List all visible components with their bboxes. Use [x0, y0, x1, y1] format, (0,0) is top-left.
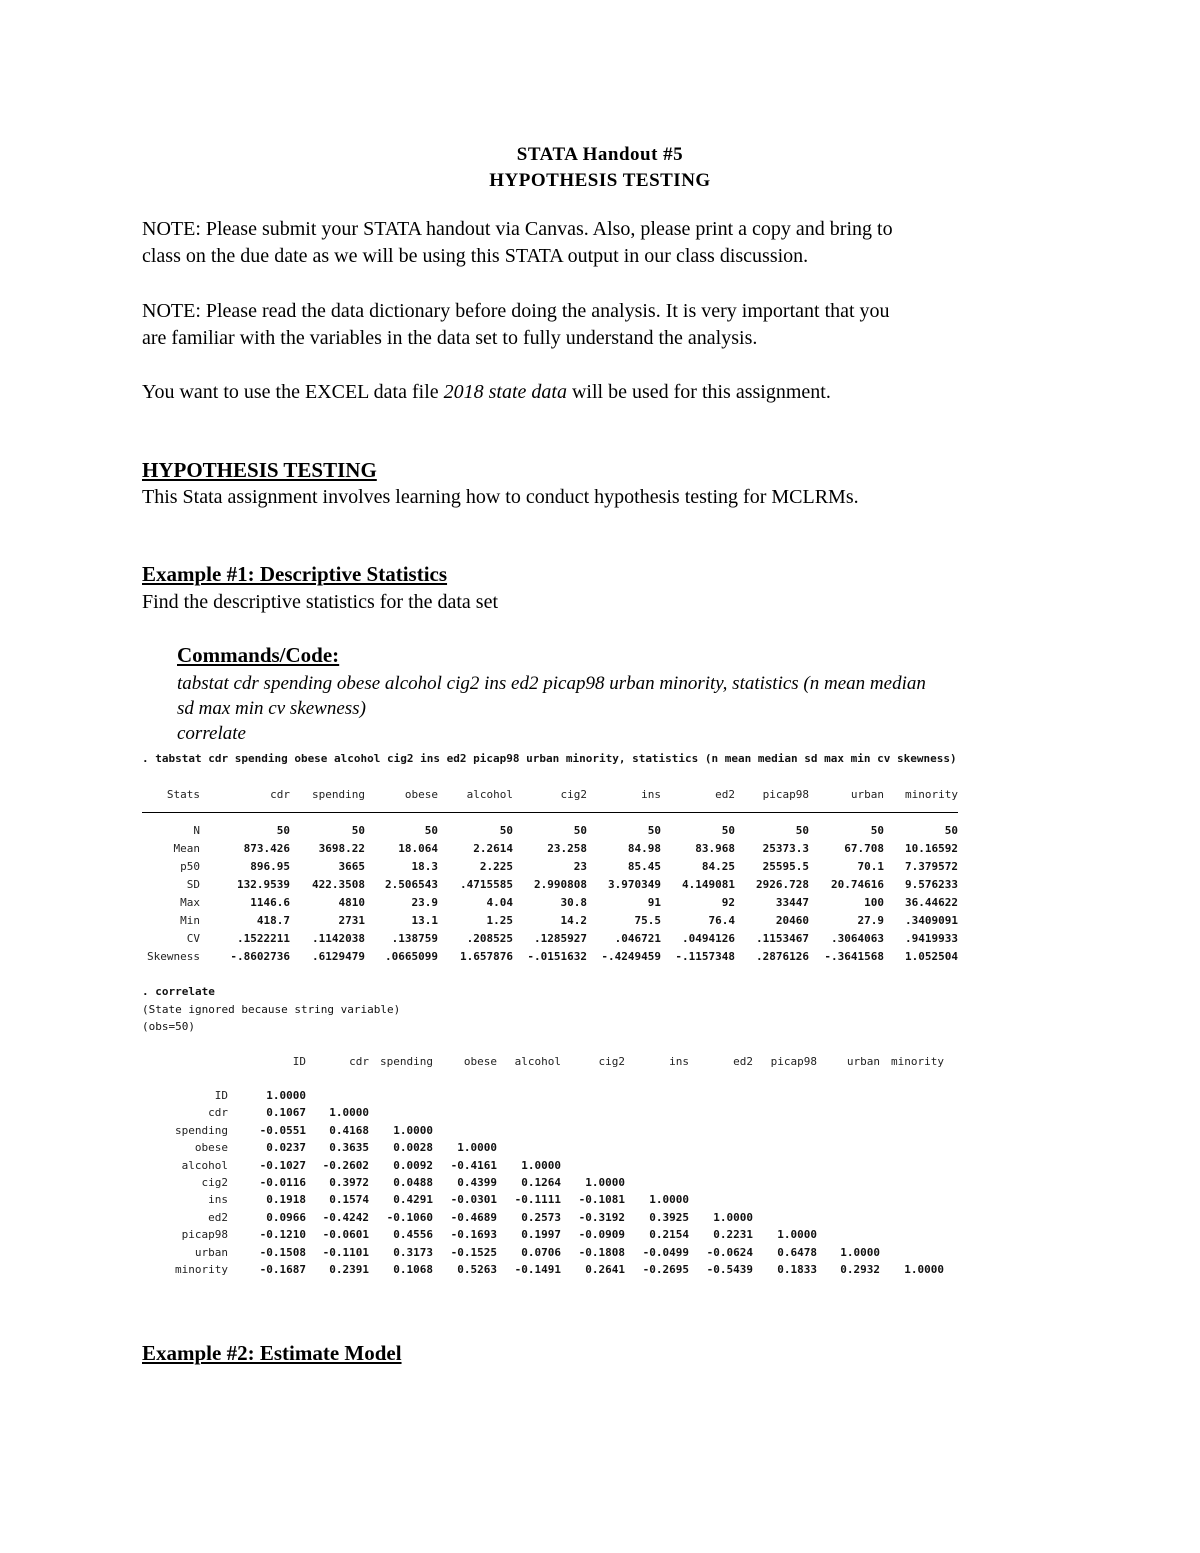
tabstat-cell: 2.506543 [385, 878, 438, 891]
tabstat-cell: 1.657876 [460, 950, 513, 963]
tabstat-row-label: Min [180, 914, 200, 927]
tabstat-cell: 23.9 [411, 896, 438, 909]
correlation-cell: -0.0116 [259, 1176, 306, 1189]
tabstat-cell: 873.426 [243, 842, 290, 855]
tabstat-cell: -.1157348 [675, 950, 735, 963]
tabstat-row-label: Skewness [147, 950, 200, 963]
correlation-cell: 0.1067 [266, 1106, 306, 1119]
correlation-cell: -0.4242 [322, 1211, 369, 1224]
tabstat-cell: 83.968 [695, 842, 735, 855]
data-dictionary-note-line2: are familiar with the variables in the data set to fully understand the analysis. [142, 327, 758, 349]
correlation-cell: -0.0601 [322, 1228, 369, 1241]
tabstat-cell: 2.225 [479, 860, 513, 873]
correlation-cell: 0.3173 [393, 1246, 433, 1259]
correlation-cell: 1.0000 [713, 1211, 753, 1224]
tabstat-cell: .0494126 [682, 932, 735, 945]
correlation-cell: 0.0706 [521, 1246, 561, 1259]
tabstat-column-header: alcohol [466, 788, 513, 801]
correlation-cell: -0.1111 [514, 1193, 561, 1206]
correlation-cell: 1.0000 [904, 1263, 944, 1276]
correlation-cell: -0.4689 [450, 1211, 497, 1224]
correlation-cell: 0.5263 [457, 1263, 497, 1276]
correlation-row-label: cig2 [201, 1176, 228, 1189]
correlation-cell: -0.1525 [450, 1246, 497, 1259]
correlation-column-header: picap98 [770, 1055, 817, 1068]
tabstat-cell: .208525 [466, 932, 513, 945]
tabstat-cell: 1.25 [486, 914, 513, 927]
correlation-cell: -0.1693 [450, 1228, 497, 1241]
tabstat-column-header: cig2 [560, 788, 587, 801]
tabstat-cell: 2.2614 [473, 842, 513, 855]
tabstat-cell: 132.9539 [237, 878, 290, 891]
tabstat-column-header: picap98 [762, 788, 809, 801]
correlation-cell: 1.0000 [585, 1176, 625, 1189]
correlation-cell: -0.0909 [578, 1228, 625, 1241]
tabstat-cell: 14.2 [560, 914, 587, 927]
correlation-row-label: ed2 [208, 1211, 228, 1224]
correlation-cell: -0.4161 [450, 1159, 497, 1172]
correlation-cell: 1.0000 [266, 1089, 306, 1102]
correlation-cell: 1.0000 [329, 1106, 369, 1119]
correlation-column-header: cdr [349, 1055, 369, 1068]
correlation-cell: -0.1687 [259, 1263, 306, 1276]
correlation-cell: 0.2154 [649, 1228, 689, 1241]
code-line-tabstat-cont: sd max min cv skewness) [177, 698, 366, 719]
correlation-column-header: minority [891, 1055, 944, 1068]
correlation-column-header: obese [463, 1055, 497, 1068]
tabstat-row-label: SD [186, 878, 200, 891]
tabstat-column-header: spending [312, 788, 365, 801]
correlation-row-label: alcohol [181, 1159, 228, 1172]
correlation-cell: 0.0488 [393, 1176, 433, 1189]
correlation-cell: -0.1027 [259, 1159, 306, 1172]
commands-heading: Commands/Code: [177, 643, 340, 667]
correlate-command: . correlate [142, 985, 215, 998]
section-heading-hypothesis-testing: HYPOTHESIS TESTING [142, 458, 377, 482]
data-dictionary-note-line1: NOTE: Please read the data dictionary before doing the analysis. It is very important that you [142, 300, 890, 322]
correlation-cell: -0.1060 [386, 1211, 433, 1224]
tabstat-column-header: minority [905, 788, 958, 801]
correlation-cell: 0.4168 [329, 1124, 369, 1137]
correlate-note-string: (State ignored because string variable) [142, 1003, 401, 1016]
tabstat-cell: .3409091 [905, 914, 958, 927]
tabstat-cell: 92 [721, 896, 735, 909]
example2-heading: Example #2: Estimate Model [142, 1341, 402, 1365]
tabstat-cell: 25373.3 [762, 842, 809, 855]
tabstat-command: . tabstat cdr spending obese alcohol cig2 ins ed2 picap98 urban minority, statistics (n mean median sd max min cv skewness) [142, 752, 957, 765]
correlation-cell: 0.1068 [393, 1263, 433, 1276]
correlation-column-header: spending [380, 1055, 433, 1068]
tabstat-column-header: ins [641, 788, 661, 801]
tabstat-cell: 3.970349 [608, 878, 661, 891]
example1-description: Find the descriptive statistics for the data set [142, 591, 499, 613]
document-subtitle: HYPOTHESIS TESTING [489, 170, 711, 191]
tabstat-cell: 418.7 [256, 914, 290, 927]
tabstat-cell: 50 [424, 824, 438, 837]
correlation-cell: 0.4291 [393, 1193, 433, 1206]
correlation-column-header: ins [669, 1055, 689, 1068]
correlation-cell: 0.0092 [393, 1159, 433, 1172]
tabstat-cell: 50 [499, 824, 513, 837]
example1-heading: Example #1: Descriptive Statistics [142, 562, 448, 586]
tabstat-cell: 4810 [338, 896, 365, 909]
correlation-row-label: ID [214, 1089, 228, 1102]
tabstat-cell: 18.3 [411, 860, 438, 873]
tabstat-row-label: p50 [180, 860, 200, 873]
tabstat-cell: 76.4 [708, 914, 735, 927]
code-line-correlate: correlate [177, 723, 246, 744]
tabstat-cell: .2876126 [756, 950, 809, 963]
correlation-row-label: urban [194, 1246, 228, 1259]
tabstat-cell: 4.04 [486, 896, 513, 909]
tabstat-cell: 2.990808 [534, 878, 587, 891]
correlation-row-label: cdr [208, 1106, 228, 1119]
correlation-cell: -0.1508 [259, 1246, 306, 1259]
correlation-column-header: urban [846, 1055, 880, 1068]
correlation-row-label: ins [208, 1193, 228, 1206]
correlation-cell: 0.2391 [329, 1263, 369, 1276]
tabstat-row-label: CV [186, 932, 200, 945]
tabstat-cell: .4715585 [460, 878, 513, 891]
correlation-cell: -0.1210 [259, 1228, 306, 1241]
correlation-column-header: cig2 [598, 1055, 625, 1068]
tabstat-cell: 1146.6 [250, 896, 290, 909]
correlation-cell: 0.0966 [266, 1211, 306, 1224]
tabstat-cell: 3698.22 [318, 842, 365, 855]
code-line-tabstat: tabstat cdr spending obese alcohol cig2 ins ed2 picap98 urban minority, statistics (n mean median [177, 673, 926, 694]
tabstat-cell: 36.44622 [905, 896, 958, 909]
tabstat-cell: 23.258 [547, 842, 587, 855]
tabstat-cell: 422.3508 [312, 878, 365, 891]
tabstat-cell: .0665099 [385, 950, 438, 963]
tabstat-cell: 9.576233 [905, 878, 958, 891]
tabstat-cell: .138759 [391, 932, 438, 945]
correlation-cell: 0.3635 [329, 1141, 369, 1154]
tabstat-cell: 70.1 [857, 860, 884, 873]
correlation-cell: 0.1264 [521, 1176, 561, 1189]
tabstat-cell: 50 [944, 824, 958, 837]
tabstat-cell: 91 [647, 896, 661, 909]
correlation-cell: 1.0000 [393, 1124, 433, 1137]
tabstat-row-label: N [193, 824, 200, 837]
tabstat-cell: 50 [276, 824, 290, 837]
tabstat-cell: 85.45 [627, 860, 661, 873]
correlation-cell: -0.0499 [642, 1246, 689, 1259]
tabstat-cell: 10.16592 [905, 842, 958, 855]
tabstat-column-header: urban [850, 788, 884, 801]
tabstat-cell: 50 [573, 824, 587, 837]
correlation-cell: 0.2932 [840, 1263, 880, 1276]
correlation-cell: -0.1491 [514, 1263, 561, 1276]
tabstat-cell: -.8602736 [230, 950, 290, 963]
correlation-cell: -0.2695 [642, 1263, 689, 1276]
tabstat-cell: 27.9 [857, 914, 884, 927]
data-file-text-before: You want to use the EXCEL data file [142, 381, 444, 403]
correlation-cell: 1.0000 [777, 1228, 817, 1241]
correlation-row-label: picap98 [181, 1228, 228, 1241]
correlation-cell: -0.0624 [706, 1246, 753, 1259]
correlation-row-label: spending [175, 1124, 228, 1137]
tabstat-cell: .046721 [614, 932, 661, 945]
tabstat-cell: 50 [647, 824, 661, 837]
tabstat-cell: 50 [351, 824, 365, 837]
tabstat-cell: .1153467 [756, 932, 809, 945]
correlation-row-label: minority [175, 1263, 228, 1276]
correlation-cell: 0.1918 [266, 1193, 306, 1206]
correlation-cell: 0.3925 [649, 1211, 689, 1224]
correlation-cell: 0.0028 [393, 1141, 433, 1154]
data-file-name: 2018 state data [443, 381, 567, 403]
correlation-cell: 0.6478 [777, 1246, 817, 1259]
tabstat-column-header: cdr [270, 788, 290, 801]
correlate-note-obs: (obs=50) [142, 1020, 195, 1033]
correlation-column-header: ID [292, 1055, 306, 1068]
correlation-cell: 1.0000 [521, 1159, 561, 1172]
tabstat-cell: 2926.728 [756, 878, 809, 891]
tabstat-column-header: obese [404, 788, 438, 801]
document-title: STATA Handout #5 [516, 144, 684, 165]
correlation-cell: 0.1833 [777, 1263, 817, 1276]
tabstat-stats-label: Stats [166, 788, 200, 801]
correlation-cell: 0.1997 [521, 1228, 561, 1241]
tabstat-cell: -.4249459 [601, 950, 661, 963]
correlation-cell: -0.5439 [706, 1263, 753, 1276]
correlation-cell: 0.2231 [713, 1228, 753, 1241]
tabstat-cell: .1285927 [534, 932, 587, 945]
tabstat-cell: 20460 [775, 914, 809, 927]
tabstat-cell: 33447 [775, 896, 809, 909]
correlation-cell: 0.4556 [393, 1228, 433, 1241]
correlation-cell: 0.2573 [521, 1211, 561, 1224]
tabstat-cell: 50 [795, 824, 809, 837]
tabstat-cell: 84.98 [627, 842, 661, 855]
tabstat-cell: .9419933 [905, 932, 958, 945]
correlation-cell: 0.2641 [585, 1263, 625, 1276]
correlation-cell: -0.1081 [578, 1193, 625, 1206]
section-description: This Stata assignment involves learning how to conduct hypothesis testing for MCLRMs. [142, 486, 859, 508]
correlation-cell: 1.0000 [840, 1246, 880, 1259]
tabstat-cell: .3064063 [831, 932, 884, 945]
tabstat-cell: -.0151632 [527, 950, 587, 963]
tabstat-cell: 7.379572 [905, 860, 958, 873]
tabstat-cell: 25595.5 [762, 860, 809, 873]
tabstat-cell: 3665 [338, 860, 365, 873]
correlation-cell: 1.0000 [649, 1193, 689, 1206]
tabstat-cell: 2731 [338, 914, 365, 927]
correlation-column-header: alcohol [514, 1055, 561, 1068]
tabstat-cell: .1522211 [237, 932, 290, 945]
tabstat-cell: 23 [573, 860, 587, 873]
correlation-column-header: ed2 [733, 1055, 753, 1068]
tabstat-row-label: Mean [173, 842, 200, 855]
data-file-text-after: will be used for this assignment. [566, 381, 831, 403]
tabstat-cell: .6129479 [312, 950, 365, 963]
tabstat-row-label: Max [180, 896, 200, 909]
correlation-cell: 0.0237 [266, 1141, 306, 1154]
tabstat-cell: 4.149081 [682, 878, 735, 891]
submission-note-line1: NOTE: Please submit your STATA handout via Canvas. Also, please print a copy and bring to [142, 218, 893, 240]
correlation-cell: 0.4399 [457, 1176, 497, 1189]
correlation-cell: 1.0000 [457, 1141, 497, 1154]
tabstat-cell: 67.708 [844, 842, 884, 855]
tabstat-cell: 30.8 [560, 896, 587, 909]
tabstat-cell: .1142038 [312, 932, 365, 945]
correlation-cell: -0.1101 [322, 1246, 369, 1259]
tabstat-cell: 13.1 [411, 914, 438, 927]
tabstat-cell: 50 [870, 824, 884, 837]
tabstat-cell: 1.052504 [905, 950, 958, 963]
tabstat-cell: 100 [864, 896, 884, 909]
correlation-row-label: obese [194, 1141, 228, 1154]
correlation-cell: -0.1808 [578, 1246, 625, 1259]
tabstat-cell: 20.74616 [831, 878, 884, 891]
correlation-cell: -0.0551 [259, 1124, 306, 1137]
tabstat-cell: -.3641568 [824, 950, 884, 963]
tabstat-cell: 84.25 [701, 860, 735, 873]
correlation-cell: -0.2602 [322, 1159, 369, 1172]
correlation-cell: -0.3192 [578, 1211, 625, 1224]
tabstat-header-rule [142, 812, 958, 813]
tabstat-cell: 75.5 [634, 914, 661, 927]
correlation-cell: 0.1574 [329, 1193, 369, 1206]
tabstat-column-header: ed2 [715, 788, 735, 801]
tabstat-cell: 18.064 [398, 842, 438, 855]
correlation-cell: -0.0301 [450, 1193, 497, 1206]
submission-note-line2: class on the due date as we will be using this STATA output in our class discussion. [142, 245, 809, 267]
tabstat-cell: 50 [721, 824, 735, 837]
tabstat-cell: 896.95 [250, 860, 290, 873]
correlation-cell: 0.3972 [329, 1176, 369, 1189]
